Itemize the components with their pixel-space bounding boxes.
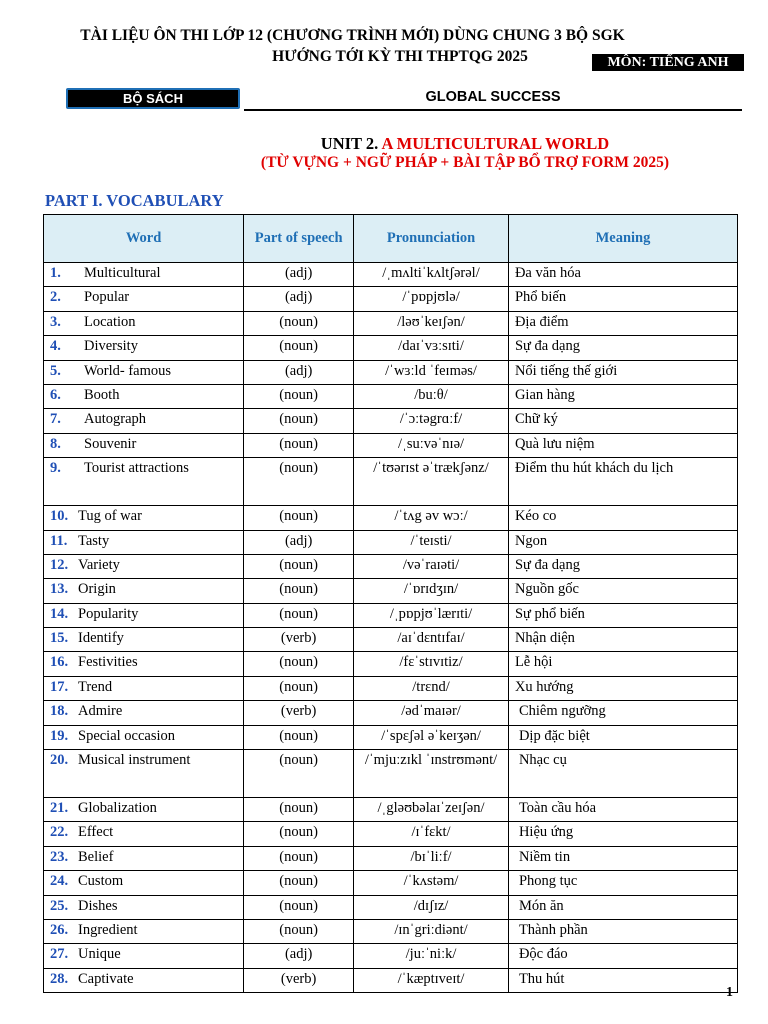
cell-part-of-speech: (noun) [244,409,354,433]
cell-pronunciation: /ˈteɪsti/ [354,530,509,554]
row-number: 14. [50,605,69,622]
row-number: 21. [50,800,69,817]
vocab-word: Tug of war [78,508,142,525]
table-row [44,506,738,530]
cell-pronunciation: /ˌpɒpjʊˈlærɪti/ [354,603,509,627]
cell-part-of-speech: (noun) [244,652,354,676]
cell-pronunciation: /ləʊˈkeɪʃən/ [354,311,509,335]
cell-word [44,530,244,554]
table-row [44,433,738,457]
table-row [44,263,738,287]
vocab-word: Origin [78,581,116,598]
cell-pronunciation: /ˌsuːvəˈnɪə/ [354,433,509,457]
vocab-word: Souvenir [84,435,137,452]
row-number: 18. [50,703,69,720]
cell-meaning: Sự đa dạng [508,336,737,360]
column-header-pronunciation: Pronunciation [354,215,509,263]
cell-meaning: Lễ hội [508,652,737,676]
row-number: 8. [50,435,61,452]
cell-word [44,750,244,798]
cell-meaning: Chiêm ngưỡng [508,701,737,725]
cell-part-of-speech: (noun) [244,336,354,360]
vocab-word: Special occasion [78,727,176,744]
cell-meaning: Địa điểm [508,311,737,335]
cell-pronunciation: /ˈkæptɪveɪt/ [354,968,509,992]
cell-pronunciation: /ɪnˈgriːdiənt/ [354,919,509,943]
cell-meaning: Quà lưu niệm [508,433,737,457]
vocab-word: Diversity [84,338,138,355]
cell-meaning: Ngon [508,530,737,554]
cell-word [44,871,244,895]
row-number: 7. [50,411,61,428]
table-row [44,944,738,968]
cell-word [44,458,244,506]
cell-part-of-speech: (noun) [244,676,354,700]
table-row [44,409,738,433]
cell-word [44,822,244,846]
unit-subtitle: (TỪ VỰNG + NGỮ PHÁP + BÀI TẬP BỔ TRỢ FORM 2025) [260,154,670,171]
cell-part-of-speech: (noun) [244,871,354,895]
row-number: 12. [50,556,69,573]
table-row [44,798,738,822]
table-row [44,579,738,603]
cell-part-of-speech: (adj) [244,360,354,384]
unit-label: UNIT 2. [320,134,379,153]
table-header-row [44,215,738,263]
cell-pronunciation: /ˈɔːtəgrɑːf/ [354,409,509,433]
vocab-word: Musical instrument [78,752,191,769]
row-number: 19. [50,727,69,744]
table-row [44,871,738,895]
cell-part-of-speech: (adj) [244,287,354,311]
cell-part-of-speech: (noun) [244,846,354,870]
table-row [44,311,738,335]
vocab-word: Identify [78,630,124,647]
row-number: 1. [50,265,61,281]
vocabulary-table [43,214,738,993]
cell-word [44,360,244,384]
cell-meaning: Nổi tiếng thế giới [508,360,737,384]
cell-pronunciation: /ədˈmaɪər/ [354,701,509,725]
cell-word [44,846,244,870]
vocab-word: Booth [84,386,120,403]
row-number: 9. [50,460,61,477]
cell-word [44,336,244,360]
vocab-word: Multicultural [84,265,161,281]
cell-meaning: Toàn cầu hóa [508,798,737,822]
cell-part-of-speech: (adj) [244,263,354,287]
cell-pronunciation: /dɪʃɪz/ [354,895,509,919]
cell-meaning: Điểm thu hút khách du lịch [508,458,737,506]
cell-meaning: Thu hút [508,968,737,992]
book-series-name: GLOBAL SUCCESS [244,87,742,111]
cell-meaning: Nhạc cụ [508,750,737,798]
table-row [44,701,738,725]
cell-part-of-speech: (verb) [244,968,354,992]
cell-pronunciation: /ˈwɜːld ˈfeɪməs/ [354,360,509,384]
cell-word [44,919,244,943]
vocab-word: Custom [78,873,124,890]
cell-pronunciation: /ˌgləʊbəlaɪˈzeɪʃən/ [354,798,509,822]
cell-pronunciation: /trɛnd/ [354,676,509,700]
cell-word [44,628,244,652]
row-number: 28. [50,970,69,987]
cell-word [44,701,244,725]
cell-part-of-speech: (noun) [244,822,354,846]
cell-word [44,652,244,676]
subject-badge: MÔN: TIẾNG ANH [592,54,744,71]
unit-name: A MULTICULTURAL WORLD [381,134,610,153]
cell-pronunciation: /ˈtʊərɪst əˈtrækʃənz/ [354,458,509,506]
table-row [44,360,738,384]
cell-meaning: Dịp đặc biệt [508,725,737,749]
table-row [44,603,738,627]
column-header-meaning: Meaning [508,215,737,263]
cell-part-of-speech: (noun) [244,506,354,530]
vocab-word: Dishes [78,897,118,914]
table-row [44,652,738,676]
cell-pronunciation: /ˈmjuːzɪkl ˈɪnstrʊmənt/ [354,750,509,798]
vocab-word: Captivate [78,970,134,987]
table-row [44,750,738,798]
cell-pronunciation: /bɪˈliːf/ [354,846,509,870]
cell-meaning: Hiệu ứng [508,822,737,846]
cell-pronunciation: /aɪˈdɛntɪfaɪ/ [354,628,509,652]
cell-part-of-speech: (verb) [244,701,354,725]
cell-part-of-speech: (noun) [244,603,354,627]
row-number: 6. [50,386,61,403]
column-header-part-of-speech: Part of speech [244,215,354,263]
cell-pronunciation: /ɪˈfɛkt/ [354,822,509,846]
cell-part-of-speech: (noun) [244,919,354,943]
cell-part-of-speech: (noun) [244,750,354,798]
cell-pronunciation: /fɛˈstɪvɪtiz/ [354,652,509,676]
cell-meaning: Thành phần [508,919,737,943]
cell-part-of-speech: (adj) [244,944,354,968]
cell-pronunciation: /ˈspɛʃəl əˈkeɪʒən/ [354,725,509,749]
table-row [44,554,738,578]
table-row [44,895,738,919]
table-row [44,384,738,408]
vocab-word: Effect [78,824,114,841]
column-header-word: Word [44,215,244,263]
table-row [44,530,738,554]
vocab-word: Unique [78,946,121,963]
table-body [44,263,738,993]
vocab-word: Popular [84,289,130,306]
row-number: 27. [50,946,69,963]
unit-title [0,134,768,154]
cell-word [44,579,244,603]
cell-meaning: Kéo co [508,506,737,530]
vocab-word: Tourist attractions [84,460,189,477]
cell-word [44,263,244,287]
table-row [44,968,738,992]
cell-meaning: Sự phổ biến [508,603,737,627]
table-row [44,676,738,700]
cell-word [44,725,244,749]
row-number: 3. [50,313,61,330]
part-title: PART I. VOCABULARY [45,191,224,210]
cell-pronunciation: /ˈtʌg əv wɔː/ [354,506,509,530]
table-row [44,628,738,652]
cell-pronunciation: /daɪˈvɜːsɪti/ [354,336,509,360]
row-number: 5. [50,362,61,379]
cell-word [44,384,244,408]
row-number: 15. [50,630,69,647]
cell-part-of-speech: (noun) [244,895,354,919]
cell-word [44,895,244,919]
table-row [44,287,738,311]
cell-word [44,944,244,968]
vocab-word: World- famous [84,362,172,379]
page-number: 1 [726,985,733,1000]
vocab-word: Globalization [78,800,157,817]
row-number: 22. [50,824,69,841]
row-number: 26. [50,921,69,938]
cell-part-of-speech: (noun) [244,311,354,335]
cell-part-of-speech: (noun) [244,384,354,408]
cell-word [44,433,244,457]
cell-part-of-speech: (noun) [244,798,354,822]
cell-part-of-speech: (verb) [244,628,354,652]
cell-pronunciation: /ˌmʌltiˈkʌltʃərəl/ [354,263,509,287]
cell-word [44,554,244,578]
cell-word [44,311,244,335]
cell-word [44,676,244,700]
cell-pronunciation: /ˈkʌstəm/ [354,871,509,895]
row-number: 13. [50,581,69,598]
cell-pronunciation: /ˈpɒpjʊlə/ [354,287,509,311]
cell-word [44,968,244,992]
vocab-word: Variety [78,556,120,573]
cell-pronunciation: /vəˈraɪəti/ [354,554,509,578]
table-row [44,458,738,506]
cell-meaning: Món ăn [508,895,737,919]
row-number: 11. [50,532,68,549]
cell-meaning: Chữ ký [508,409,737,433]
cell-meaning: Phổ biến [508,287,737,311]
table-row [44,919,738,943]
vocab-word: Belief [78,848,114,865]
row-number: 16. [50,654,69,671]
vocab-word: Autograph [84,411,147,428]
vocab-word: Trend [78,678,113,695]
cell-part-of-speech: (noun) [244,458,354,506]
row-number: 25. [50,897,69,914]
cell-meaning: Nhận diện [508,628,737,652]
cell-part-of-speech: (noun) [244,554,354,578]
vocab-word: Festivities [78,654,138,671]
table-row [44,846,738,870]
cell-word [44,506,244,530]
document-header-line1: TÀI LIỆU ÔN THI LỚP 12 (CHƯƠNG TRÌNH MỚI) DÙNG CHUNG 3 BỘ SGK [80,27,625,44]
cell-pronunciation: /buːθ/ [354,384,509,408]
cell-meaning: Gian hàng [508,384,737,408]
vocab-word: Tasty [78,532,110,549]
cell-meaning: Độc đáo [508,944,737,968]
cell-meaning: Xu hướng [508,676,737,700]
cell-part-of-speech: (noun) [244,579,354,603]
row-number: 23. [50,848,69,865]
row-number: 4. [50,338,61,355]
row-number: 2. [50,289,61,306]
cell-meaning: Đa văn hóa [508,263,737,287]
cell-part-of-speech: (noun) [244,433,354,457]
row-number: 17. [50,678,69,695]
cell-meaning: Niềm tin [508,846,737,870]
table-row [44,822,738,846]
cell-meaning: Phong tục [508,871,737,895]
document-header-line2: HƯỚNG TỚI KỲ THI THPTQG 2025 [272,48,528,65]
cell-pronunciation: /juːˈniːk/ [354,944,509,968]
book-series-label: BỘ SÁCH [66,88,240,109]
cell-meaning: Sự đa dạng [508,554,737,578]
row-number: 10. [50,508,69,525]
cell-word [44,409,244,433]
row-number: 20. [50,752,69,769]
vocab-word: Popularity [78,605,139,622]
cell-pronunciation: /ˈɒrɪdʒɪn/ [354,579,509,603]
vocab-word: Ingredient [78,921,138,938]
cell-word [44,603,244,627]
cell-word [44,798,244,822]
cell-meaning: Nguồn gốc [508,579,737,603]
table-row [44,725,738,749]
row-number: 24. [50,873,69,890]
cell-part-of-speech: (noun) [244,725,354,749]
vocab-word: Admire [78,703,123,720]
table-row [44,336,738,360]
cell-part-of-speech: (adj) [244,530,354,554]
vocab-word: Location [84,313,136,330]
cell-word [44,287,244,311]
